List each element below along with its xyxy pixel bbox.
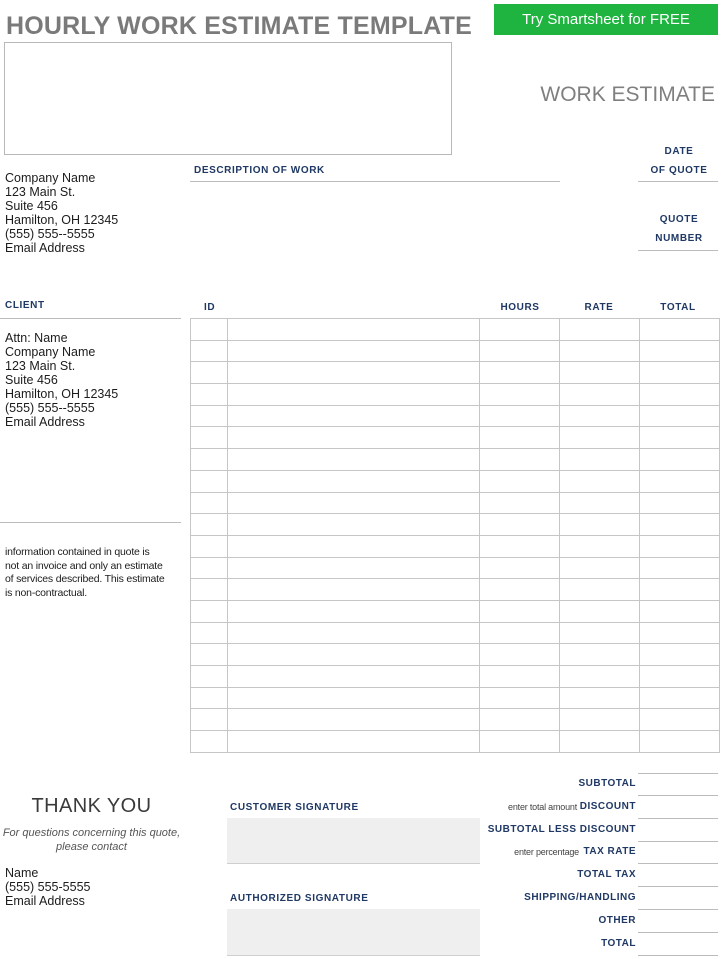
rate-cell[interactable] bbox=[560, 666, 640, 688]
disclaimer-divider bbox=[0, 522, 181, 523]
hours-cell[interactable] bbox=[480, 470, 560, 492]
disclaimer-line: is non-contractual. bbox=[5, 586, 87, 599]
col-header-hours: HOURS bbox=[500, 302, 540, 313]
hours-cell[interactable] bbox=[480, 514, 560, 536]
total-cell[interactable] bbox=[640, 514, 720, 536]
total-cell[interactable] bbox=[640, 687, 720, 709]
shipping-handling-field[interactable] bbox=[638, 909, 718, 910]
total-cell[interactable] bbox=[640, 666, 720, 688]
logo-placeholder[interactable] bbox=[4, 42, 452, 155]
hours-cell[interactable] bbox=[480, 709, 560, 731]
hours-cell[interactable] bbox=[480, 666, 560, 688]
rate-cell[interactable] bbox=[560, 535, 640, 557]
total-label: TOTAL bbox=[601, 937, 636, 949]
id-cell[interactable] bbox=[191, 405, 228, 427]
description-cell[interactable] bbox=[228, 666, 480, 688]
rate-cell[interactable] bbox=[560, 579, 640, 601]
description-cell[interactable] bbox=[228, 535, 480, 557]
discount-hint: enter total amount bbox=[508, 801, 577, 812]
table-row bbox=[191, 384, 720, 406]
description-cell[interactable] bbox=[228, 449, 480, 471]
description-cell[interactable] bbox=[228, 579, 480, 601]
date-field[interactable] bbox=[638, 181, 718, 182]
rate-cell[interactable] bbox=[560, 709, 640, 731]
description-cell[interactable] bbox=[228, 405, 480, 427]
id-cell[interactable] bbox=[191, 600, 228, 622]
id-cell[interactable] bbox=[191, 666, 228, 688]
table-row bbox=[191, 666, 720, 688]
tax-rate-label: TAX RATE bbox=[583, 846, 636, 858]
hours-cell[interactable] bbox=[480, 579, 560, 601]
description-of-work-label: DESCRIPTION OF WORK bbox=[194, 165, 325, 176]
total-cell[interactable] bbox=[640, 535, 720, 557]
table-row bbox=[191, 622, 720, 644]
document-title: WORK ESTIMATE bbox=[540, 83, 715, 106]
hours-cell[interactable] bbox=[480, 600, 560, 622]
id-cell[interactable] bbox=[191, 492, 228, 514]
table-row bbox=[191, 731, 720, 753]
client-divider bbox=[0, 318, 181, 319]
total-cell[interactable] bbox=[640, 405, 720, 427]
company-phone: (555) 555--5555 bbox=[5, 227, 95, 241]
customer-signature-field[interactable] bbox=[227, 818, 480, 864]
quote-number-label-line2: NUMBER bbox=[655, 233, 703, 244]
id-cell[interactable] bbox=[191, 470, 228, 492]
description-cell[interactable] bbox=[228, 600, 480, 622]
table-row bbox=[191, 362, 720, 384]
rate-cell[interactable] bbox=[560, 384, 640, 406]
col-header-id: ID bbox=[204, 302, 216, 313]
quote-number-label-line1: QUOTE bbox=[659, 214, 699, 225]
other-label: OTHER bbox=[598, 914, 636, 926]
id-cell[interactable] bbox=[191, 384, 228, 406]
table-row bbox=[191, 514, 720, 536]
page-title: HOURLY WORK ESTIMATE TEMPLATE bbox=[6, 12, 472, 40]
client-street: 123 Main St. bbox=[5, 359, 76, 373]
description-cell[interactable] bbox=[228, 644, 480, 666]
disclaimer bbox=[5, 546, 165, 600]
description-cell[interactable] bbox=[228, 427, 480, 449]
id-cell[interactable] bbox=[191, 514, 228, 536]
client-suite: Suite 456 bbox=[5, 373, 58, 387]
company-suite: Suite 456 bbox=[5, 199, 58, 213]
questions-line: For questions concerning this quote, bbox=[2, 827, 181, 839]
rate-cell[interactable] bbox=[560, 557, 640, 579]
col-header-total: TOTAL bbox=[660, 302, 696, 313]
hours-cell[interactable] bbox=[480, 405, 560, 427]
company-name: Company Name bbox=[5, 171, 96, 185]
total-cell[interactable] bbox=[640, 644, 720, 666]
id-cell[interactable] bbox=[191, 319, 228, 341]
contact-name: Name bbox=[5, 866, 39, 880]
col-header-rate: RATE bbox=[584, 302, 614, 313]
authorized-signature-label: AUTHORIZED SIGNATURE bbox=[230, 893, 369, 904]
try-smartsheet-button[interactable]: Try Smartsheet for FREE bbox=[494, 4, 718, 35]
total-cell[interactable] bbox=[640, 470, 720, 492]
other-field[interactable] bbox=[638, 932, 718, 933]
description-cell[interactable] bbox=[228, 557, 480, 579]
hours-cell[interactable] bbox=[480, 557, 560, 579]
discount-label: DISCOUNT bbox=[579, 800, 636, 812]
tax-rate-hint: enter percentage bbox=[514, 847, 579, 858]
contact-phone: (555) 555-5555 bbox=[5, 880, 91, 894]
rate-cell[interactable] bbox=[560, 687, 640, 709]
table-row bbox=[191, 644, 720, 666]
table-row bbox=[191, 449, 720, 471]
table-row bbox=[191, 709, 720, 731]
authorized-signature-field[interactable] bbox=[227, 909, 480, 956]
subtotal-label: SUBTOTAL bbox=[578, 778, 636, 789]
total-cell[interactable] bbox=[640, 362, 720, 384]
id-cell[interactable] bbox=[191, 449, 228, 471]
disclaimer-line: of services described. This estimate bbox=[5, 573, 165, 585]
total-cell[interactable] bbox=[640, 557, 720, 579]
questions-line: please contact bbox=[56, 841, 127, 853]
id-cell[interactable] bbox=[191, 622, 228, 644]
client-label: CLIENT bbox=[5, 300, 45, 311]
table-row bbox=[191, 340, 720, 362]
id-cell[interactable] bbox=[191, 535, 228, 557]
id-cell[interactable] bbox=[191, 644, 228, 666]
id-cell[interactable] bbox=[191, 557, 228, 579]
total-tax-label: TOTAL TAX bbox=[577, 869, 636, 881]
table-row bbox=[191, 405, 720, 427]
discount-field[interactable] bbox=[638, 818, 718, 819]
description-cell[interactable] bbox=[228, 709, 480, 731]
company-email: Email Address bbox=[5, 241, 85, 255]
total-field[interactable] bbox=[638, 955, 718, 956]
summary-divider bbox=[638, 773, 718, 774]
hours-cell[interactable] bbox=[480, 687, 560, 709]
description-cell[interactable] bbox=[228, 362, 480, 384]
total-tax-field[interactable] bbox=[638, 886, 718, 887]
description-cell[interactable] bbox=[228, 470, 480, 492]
disclaimer-line: not an invoice and only an estimate bbox=[5, 559, 163, 572]
table-row bbox=[191, 600, 720, 622]
table-row bbox=[191, 579, 720, 601]
hours-cell[interactable] bbox=[480, 731, 560, 753]
total-cell[interactable] bbox=[640, 449, 720, 471]
hours-cell[interactable] bbox=[480, 427, 560, 449]
hours-cell[interactable] bbox=[480, 492, 560, 514]
rate-cell[interactable] bbox=[560, 470, 640, 492]
description-cell[interactable] bbox=[228, 492, 480, 514]
hours-cell[interactable] bbox=[480, 340, 560, 362]
hours-cell[interactable] bbox=[480, 319, 560, 341]
disclaimer-line: information contained in quote is bbox=[5, 546, 150, 558]
client-attn: Attn: Name bbox=[5, 331, 68, 345]
id-cell[interactable] bbox=[191, 579, 228, 601]
description-cell[interactable] bbox=[228, 319, 480, 341]
rate-cell[interactable] bbox=[560, 427, 640, 449]
client-address bbox=[5, 331, 118, 429]
company-address bbox=[5, 171, 118, 255]
company-city: Hamilton, OH 12345 bbox=[5, 213, 119, 227]
rate-cell[interactable] bbox=[560, 449, 640, 471]
quote-number-field[interactable] bbox=[638, 250, 718, 251]
client-company-name: Company Name bbox=[5, 345, 96, 359]
total-cell[interactable] bbox=[640, 622, 720, 644]
total-cell[interactable] bbox=[640, 579, 720, 601]
description-cell[interactable] bbox=[228, 622, 480, 644]
id-cell[interactable] bbox=[191, 731, 228, 753]
company-street: 123 Main St. bbox=[5, 185, 76, 199]
rate-cell[interactable] bbox=[560, 731, 640, 753]
contact-email: Email Address bbox=[5, 894, 85, 908]
total-cell[interactable] bbox=[640, 709, 720, 731]
total-cell[interactable] bbox=[640, 492, 720, 514]
questions-note bbox=[0, 826, 183, 854]
id-cell[interactable] bbox=[191, 709, 228, 731]
subtotal-less-discount-field[interactable] bbox=[638, 841, 718, 842]
description-of-work-field[interactable] bbox=[190, 181, 560, 182]
total-cell[interactable] bbox=[640, 731, 720, 753]
rate-cell[interactable] bbox=[560, 319, 640, 341]
rate-cell[interactable] bbox=[560, 622, 640, 644]
rate-cell[interactable] bbox=[560, 644, 640, 666]
rate-cell[interactable] bbox=[560, 340, 640, 362]
total-cell[interactable] bbox=[640, 427, 720, 449]
table-row bbox=[191, 557, 720, 579]
description-cell[interactable] bbox=[228, 687, 480, 709]
hours-cell[interactable] bbox=[480, 362, 560, 384]
rate-cell[interactable] bbox=[560, 492, 640, 514]
subtotal-less-discount-label: SUBTOTAL LESS DISCOUNT bbox=[487, 823, 636, 835]
date-label-line1: DATE bbox=[664, 146, 694, 157]
customer-signature-label: CUSTOMER SIGNATURE bbox=[230, 802, 359, 813]
total-cell[interactable] bbox=[640, 384, 720, 406]
shipping-handling-label: SHIPPING/HANDLING bbox=[524, 892, 636, 903]
description-cell[interactable] bbox=[228, 384, 480, 406]
id-cell[interactable] bbox=[191, 687, 228, 709]
hours-cell[interactable] bbox=[480, 644, 560, 666]
rate-cell[interactable] bbox=[560, 362, 640, 384]
client-city: Hamilton, OH 12345 bbox=[5, 387, 119, 401]
contact-info bbox=[5, 866, 90, 908]
rate-cell[interactable] bbox=[560, 514, 640, 536]
table-row bbox=[191, 492, 720, 514]
id-cell[interactable] bbox=[191, 362, 228, 384]
line-items-table bbox=[190, 318, 720, 753]
hours-cell[interactable] bbox=[480, 449, 560, 471]
tax-rate-field[interactable] bbox=[638, 863, 718, 864]
total-cell[interactable] bbox=[640, 340, 720, 362]
date-label-line2: OF QUOTE bbox=[650, 165, 708, 176]
hours-cell[interactable] bbox=[480, 535, 560, 557]
table-row bbox=[191, 470, 720, 492]
description-cell[interactable] bbox=[228, 340, 480, 362]
table-row bbox=[191, 687, 720, 709]
description-cell[interactable] bbox=[228, 731, 480, 753]
id-cell[interactable] bbox=[191, 340, 228, 362]
hours-cell[interactable] bbox=[480, 384, 560, 406]
client-phone: (555) 555--5555 bbox=[5, 401, 95, 415]
rate-cell[interactable] bbox=[560, 405, 640, 427]
total-cell[interactable] bbox=[640, 600, 720, 622]
total-cell[interactable] bbox=[640, 319, 720, 341]
description-cell[interactable] bbox=[228, 514, 480, 536]
table-row bbox=[191, 427, 720, 449]
id-cell[interactable] bbox=[191, 427, 228, 449]
hours-cell[interactable] bbox=[480, 622, 560, 644]
table-row bbox=[191, 535, 720, 557]
thank-you-heading: THANK YOU bbox=[31, 795, 152, 817]
subtotal-field[interactable] bbox=[638, 795, 718, 796]
client-email: Email Address bbox=[5, 415, 85, 429]
table-row bbox=[191, 319, 720, 341]
rate-cell[interactable] bbox=[560, 600, 640, 622]
